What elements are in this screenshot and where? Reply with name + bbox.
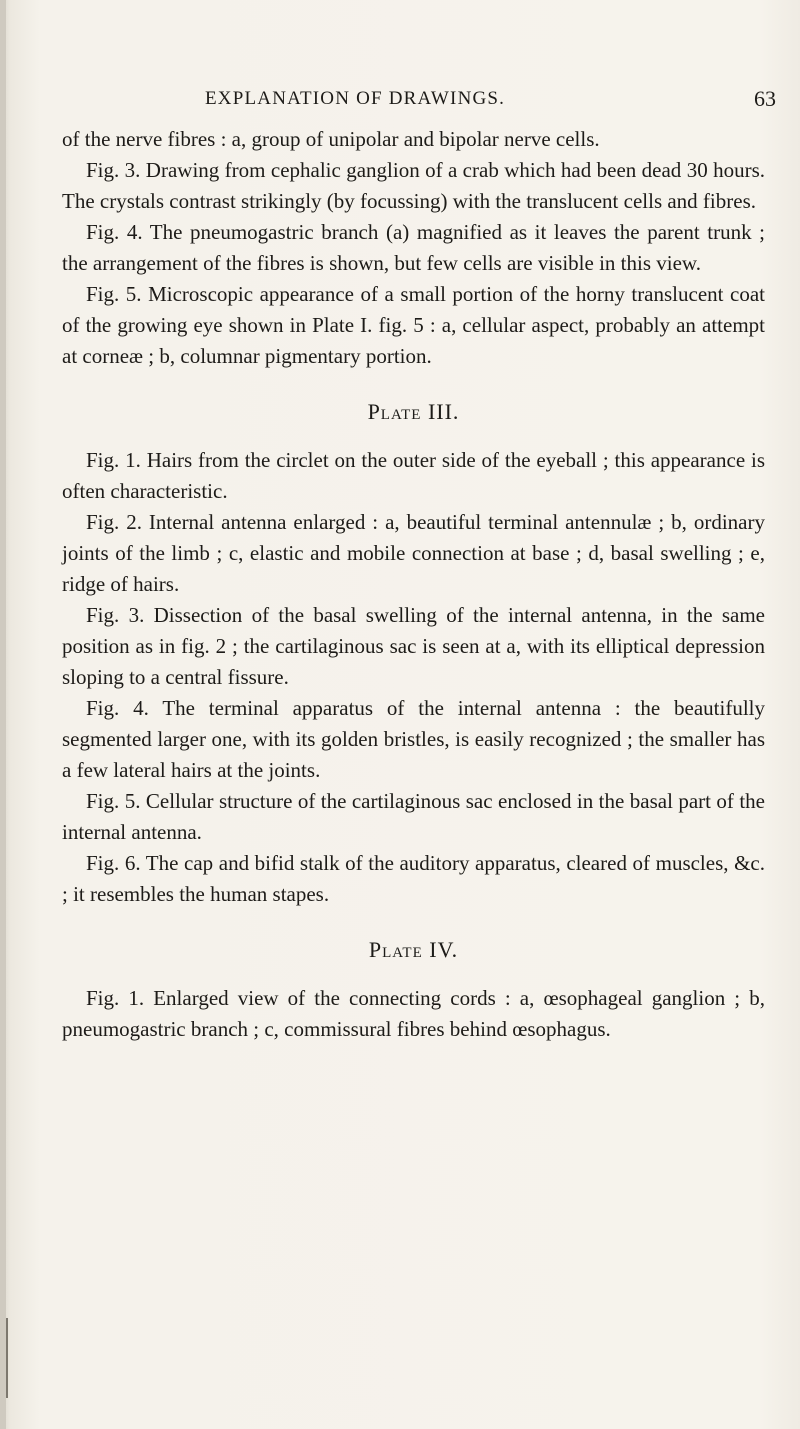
page-edge-mark (6, 1318, 8, 1398)
plate-iv-fig-1: Fig. 1. Enlarged view of the connecting cords : a, œsophageal ganglion ; b, pneumogastric branch ; c, commissural fibres behind œsophagus. (62, 986, 765, 1041)
paragraph-continued: of the nerve fibres : a, group of unipolar and bipolar nerve cells. (62, 127, 600, 151)
paragraph-fig-3: Fig. 3. Drawing from cephalic ganglion of a crab which had been dead 30 hours. The crystals contrast strikingly (by focussing) with the translucent cells and fibres. (62, 158, 765, 213)
plate-iii-fig-5: Fig. 5. Cellular structure of the cartilaginous sac enclosed in the basal part of the internal antenna. (62, 789, 765, 844)
paragraph-fig-4: Fig. 4. The pneumogastric branch (a) magnified as it leaves the parent trunk ; the arrangement of the fibres is shown, but few cells are visible in this view. (62, 220, 765, 275)
page-gutter-shadow (0, 0, 6, 1429)
page-number: 63 (754, 86, 776, 111)
plate-iii-fig-6: Fig. 6. The cap and bifid stalk of the auditory apparatus, cleared of muscles, &c. ; it resembles the human stapes. (62, 851, 765, 906)
plate-iv-heading: Plate IV. (368, 937, 459, 962)
plate-iii-fig-2: Fig. 2. Internal antenna enlarged : a, beautiful terminal antennulæ ; b, ordinary joints of the limb ; c, elastic and mobile connection at base ; d, basal swelling ; e, ridge of hairs. (62, 510, 765, 596)
body-text (62, 124, 765, 1045)
plate-iii-fig-4: Fig. 4. The terminal apparatus of the internal antenna : the beautifully segmented larger one, with its golden bristles, is easily recognized ; the smaller has a few lateral hairs at the joints. (62, 696, 765, 782)
page-header (0, 88, 800, 118)
plate-iii-fig-1: Fig. 1. Hairs from the circlet on the outer side of the eyeball ; this appearance is often characteristic. (62, 448, 765, 503)
paragraph-fig-5: Fig. 5. Microscopic appearance of a small portion of the horny translucent coat of the growing eye shown in Plate I. fig. 5 : a, cellular aspect, probably an attempt at corneæ ; b, columnar pigmentary portion. (62, 282, 765, 368)
plate-iii-fig-3: Fig. 3. Dissection of the basal swelling of the internal antenna, in the same position as in fig. 2 ; the cartilaginous sac is seen at a, with its elliptical depression sloping to a central fissure. (62, 603, 765, 689)
running-title: EXPLANATION OF DRAWINGS. (205, 88, 506, 109)
plate-iii-heading: Plate III. (367, 399, 460, 424)
